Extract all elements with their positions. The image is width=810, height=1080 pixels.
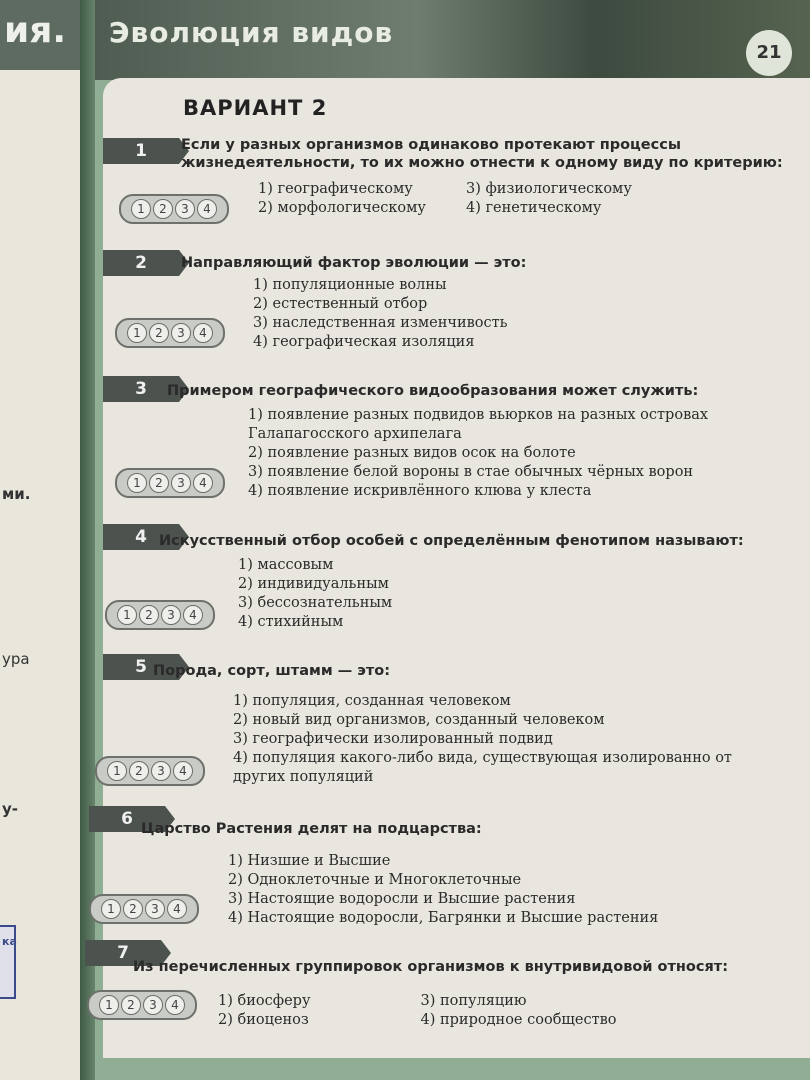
question-text: Примером географического видообразования может служить: [167,383,699,399]
option-item: 2) естественный отбор [253,296,428,312]
option-item: 2) индивидуальным [238,576,389,592]
option-item: 2) появление разных видов осок на болоте [248,445,576,461]
option-item: 3) популяцию [420,993,527,1009]
option-item: 1) массовым [238,557,334,573]
options-list [218,992,617,1030]
question-text: Направляющий фактор эволюции — это: [181,255,527,271]
option-item: 3) бессознательным [238,595,393,611]
option-item: 1) появление разных подвидов вьюрков на разных островах Галапагосского архипелага [248,407,709,442]
left-page [0,0,82,1080]
option-item: 1) биосферу [218,993,311,1009]
options-list [253,276,508,352]
answer-option-3[interactable]: 3 [145,899,165,919]
option-item: 1) Низшие и Высшие [228,853,391,869]
question-text: Из перечисленных группировок организмов к внутривидовой относят: [133,959,728,975]
option-item: 4) появление искривлённого клюва у клеста [248,483,592,499]
answer-option-2[interactable]: 2 [129,761,149,781]
worksheet [103,78,810,1058]
answer-selector[interactable] [95,756,205,786]
options-list [238,556,392,632]
page-header [95,0,810,80]
answer-option-4[interactable]: 4 [193,323,213,343]
question-number-badge: 5 [103,654,179,680]
left-fragment: ура [2,650,30,668]
question-number-badge: 4 [103,524,179,550]
option-item: 4) географическая изоляция [253,334,475,350]
answer-option-4[interactable]: 4 [165,995,185,1015]
answer-selector[interactable] [119,194,229,224]
option-item: 3) наследственная изменчивость [253,315,508,331]
header-title: Эволюция видов [109,16,394,49]
option-item: 1) географическому [258,181,413,197]
variant-title: ВАРИАНТ 2 [183,96,328,120]
option-item: 2) морфологическому [258,200,426,216]
option-item: 4) стихийным [238,614,344,630]
answer-option-3[interactable]: 3 [171,323,191,343]
option-item: 1) популяция, созданная человеком [233,693,511,709]
answer-option-2[interactable]: 2 [121,995,141,1015]
answer-option-4[interactable]: 4 [193,473,213,493]
right-page [95,0,810,1080]
options-list [228,852,658,928]
answer-option-3[interactable]: 3 [175,199,195,219]
question-number-badge: 2 [103,250,179,276]
answer-option-4[interactable]: 4 [183,605,203,625]
option-item: 4) природное сообщество [420,1012,617,1028]
answer-selector[interactable] [115,318,225,348]
answer-option-2[interactable]: 2 [139,605,159,625]
answer-option-1[interactable]: 1 [131,199,151,219]
page-number: 21 [746,30,792,76]
answer-option-1[interactable]: 1 [117,605,137,625]
question-number-badge: 1 [103,138,179,164]
question-number-badge: 3 [103,376,179,402]
question-text: Искусственный отбор особей с определённым фенотипом называют: [159,533,744,549]
answer-option-1[interactable]: 1 [127,323,147,343]
answer-option-3[interactable]: 3 [143,995,163,1015]
answer-selector[interactable] [89,894,199,924]
answer-option-3[interactable]: 3 [151,761,171,781]
answer-option-4[interactable]: 4 [167,899,187,919]
option-item: 3) Настоящие водоросли и Высшие растения [228,891,576,907]
answer-option-2[interactable]: 2 [149,473,169,493]
option-item: 4) популяция какого-либо вида, существующая изолированно от других популяций [233,750,732,785]
answer-option-2[interactable]: 2 [149,323,169,343]
option-item: 3) географически изолированный подвид [233,731,553,747]
answer-option-1[interactable]: 1 [107,761,127,781]
answer-option-1[interactable]: 1 [101,899,121,919]
left-fragment: у- [2,800,19,818]
option-item: 2) новый вид организмов, созданный человеком [233,712,605,728]
option-item: 3) физиологическому [465,181,632,197]
option-item: 4) Настоящие водоросли, Багрянки и Высшие растения [228,910,659,926]
answer-selector[interactable] [105,600,215,630]
options-list [248,406,748,501]
question-text: Царство Растения делят на подцарства: [141,821,482,837]
answer-option-3[interactable]: 3 [171,473,191,493]
answer-option-4[interactable]: 4 [197,199,217,219]
option-item: 2) Одноклеточные и Многоклеточные [228,872,522,888]
answer-selector[interactable] [87,990,197,1020]
answer-option-3[interactable]: 3 [161,605,181,625]
options-list [258,180,632,218]
question-number-badge: 6 [89,806,165,832]
answer-option-4[interactable]: 4 [173,761,193,781]
question-text: Порода, сорт, штамм — это: [153,663,391,679]
left-header-fragment: ия. [4,10,67,51]
answer-option-2[interactable]: 2 [153,199,173,219]
options-list [233,692,783,787]
option-item: 4) генетическому [465,200,602,216]
option-item: 3) появление белой вороны в стае обычных чёрных ворон [248,464,694,480]
answer-selector[interactable] [115,468,225,498]
left-fragment: ми. [2,485,31,503]
question-text: Если у разных организмов одинаково протекают процессы жизнедеятельности, то их можно отнести к одному виду по критерию: [181,137,783,171]
left-page-header [0,0,80,70]
answer-option-1[interactable]: 1 [99,995,119,1015]
left-fragment: ка [2,935,17,948]
option-item: 2) биоценоз [218,1012,309,1028]
answer-option-1[interactable]: 1 [127,473,147,493]
option-item: 1) популяционные волны [253,277,447,293]
question-number-badge: 7 [85,940,161,966]
answer-option-2[interactable]: 2 [123,899,143,919]
